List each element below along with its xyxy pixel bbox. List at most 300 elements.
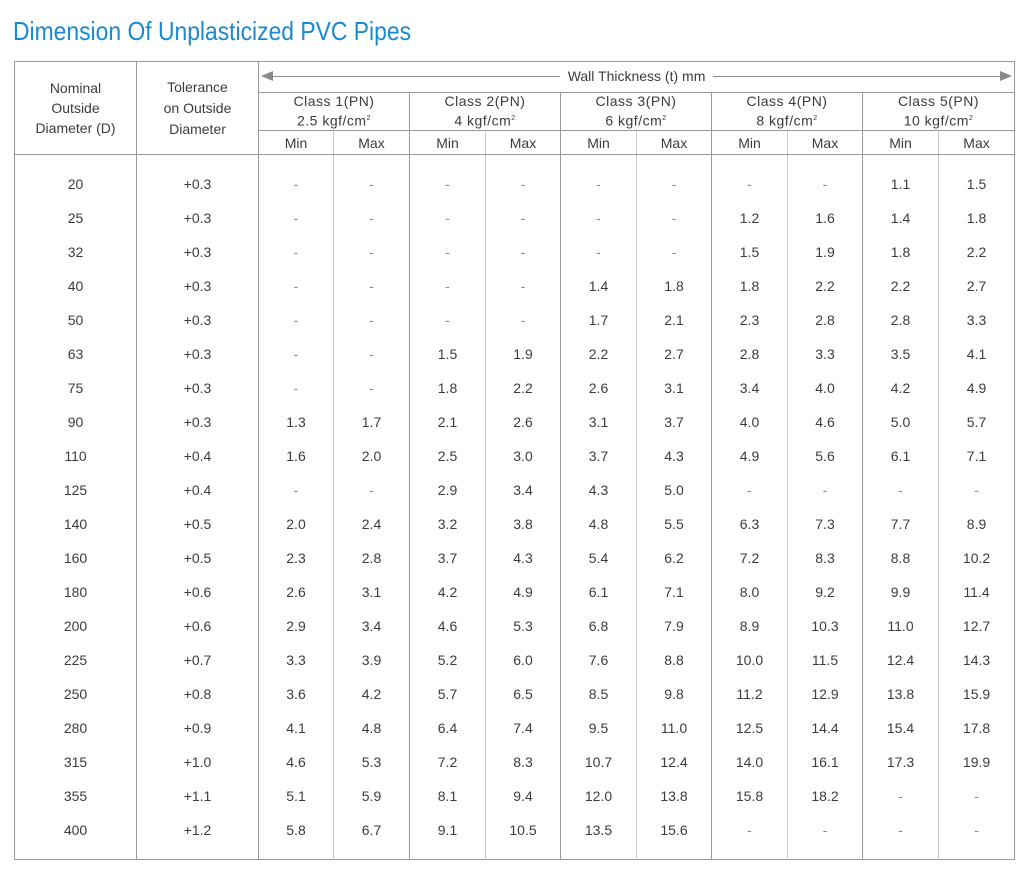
nominal-diameter-cell: 40 bbox=[15, 269, 137, 303]
max-cell: - bbox=[334, 473, 410, 507]
min-cell: 3.1 bbox=[561, 405, 637, 439]
table-row bbox=[15, 439, 1015, 473]
tolerance-cell: +0.5 bbox=[137, 507, 259, 541]
min-header: Min bbox=[259, 131, 334, 155]
table-row bbox=[15, 201, 1015, 235]
min-cell: 1.5 bbox=[712, 235, 788, 269]
min-cell: 5.0 bbox=[863, 405, 939, 439]
class-name: Class 2(PN) bbox=[444, 93, 526, 110]
min-cell: 14.0 bbox=[712, 745, 788, 779]
min-cell: 6.1 bbox=[863, 439, 939, 473]
max-cell: - bbox=[788, 813, 863, 847]
class-1-header bbox=[259, 93, 410, 131]
nominal-diameter-cell: 125 bbox=[15, 473, 137, 507]
pvc-dimension-table bbox=[14, 61, 1015, 860]
max-cell: 3.0 bbox=[486, 439, 561, 473]
table-row bbox=[15, 167, 1015, 201]
table-row bbox=[15, 677, 1015, 711]
min-cell: - bbox=[712, 167, 788, 201]
min-cell: 15.4 bbox=[863, 711, 939, 745]
max-cell: 18.2 bbox=[788, 779, 863, 813]
page-title: Dimension Of Unplasticized PVC Pipes bbox=[13, 16, 412, 46]
max-cell: - bbox=[486, 269, 561, 303]
min-cell: - bbox=[259, 201, 334, 235]
max-cell: 2.4 bbox=[334, 507, 410, 541]
class-4-header bbox=[712, 93, 863, 131]
min-cell: 4.3 bbox=[561, 473, 637, 507]
min-cell: - bbox=[712, 813, 788, 847]
max-cell: 5.7 bbox=[939, 405, 1015, 439]
min-cell: 12.4 bbox=[863, 643, 939, 677]
tolerance-cell: +0.5 bbox=[137, 541, 259, 575]
max-cell: 2.8 bbox=[788, 303, 863, 337]
max-cell: 8.8 bbox=[637, 643, 712, 677]
min-cell: 7.6 bbox=[561, 643, 637, 677]
min-header: Min bbox=[561, 131, 637, 155]
max-cell: 2.7 bbox=[637, 337, 712, 371]
max-cell: 2.8 bbox=[334, 541, 410, 575]
max-cell: 11.0 bbox=[637, 711, 712, 745]
min-cell: - bbox=[561, 201, 637, 235]
min-cell: 2.2 bbox=[863, 269, 939, 303]
min-cell: 3.5 bbox=[863, 337, 939, 371]
max-cell: 7.1 bbox=[939, 439, 1015, 473]
max-cell: 11.4 bbox=[939, 575, 1015, 609]
min-cell: - bbox=[259, 167, 334, 201]
max-header: Max bbox=[486, 131, 561, 155]
class-name: Class 5(PN) bbox=[898, 93, 980, 110]
min-cell: 1.3 bbox=[259, 405, 334, 439]
tolerance-cell: +1.2 bbox=[137, 813, 259, 847]
header-text: Diameter bbox=[169, 120, 226, 137]
max-cell: 1.9 bbox=[486, 337, 561, 371]
tolerance-cell: +0.4 bbox=[137, 473, 259, 507]
class-pressure: 6 kgf/cm bbox=[605, 112, 663, 129]
max-cell: 10.3 bbox=[788, 609, 863, 643]
max-cell: 4.9 bbox=[939, 371, 1015, 405]
min-header: Min bbox=[863, 131, 939, 155]
max-cell: 9.2 bbox=[788, 575, 863, 609]
max-cell: 19.9 bbox=[939, 745, 1015, 779]
max-cell: 6.0 bbox=[486, 643, 561, 677]
min-cell: - bbox=[259, 371, 334, 405]
max-cell: 2.2 bbox=[486, 371, 561, 405]
max-cell: 4.9 bbox=[486, 575, 561, 609]
header-tolerance bbox=[137, 62, 259, 155]
max-cell: - bbox=[939, 473, 1015, 507]
max-cell: - bbox=[486, 167, 561, 201]
min-cell: 6.4 bbox=[410, 711, 486, 745]
tolerance-cell: +0.3 bbox=[137, 269, 259, 303]
max-header: Max bbox=[788, 131, 863, 155]
superscript: 2 bbox=[511, 115, 516, 123]
min-cell: - bbox=[863, 473, 939, 507]
max-cell: - bbox=[939, 779, 1015, 813]
max-cell: 8.9 bbox=[939, 507, 1015, 541]
class-pressure: 10 kgf/cm bbox=[903, 112, 969, 129]
superscript: 2 bbox=[662, 115, 667, 123]
class-pressure: 4 kgf/cm bbox=[454, 112, 512, 129]
nominal-diameter-cell: 50 bbox=[15, 303, 137, 337]
nominal-diameter-cell: 315 bbox=[15, 745, 137, 779]
class-pressure: 2.5 kgf/cm bbox=[297, 112, 367, 129]
min-cell: 1.4 bbox=[863, 201, 939, 235]
max-cell: 2.6 bbox=[486, 405, 561, 439]
min-cell: 1.8 bbox=[410, 371, 486, 405]
min-cell: 12.0 bbox=[561, 779, 637, 813]
min-cell: - bbox=[259, 235, 334, 269]
min-cell: 2.3 bbox=[712, 303, 788, 337]
max-cell: 11.5 bbox=[788, 643, 863, 677]
min-cell: 2.6 bbox=[259, 575, 334, 609]
max-cell: 5.5 bbox=[637, 507, 712, 541]
max-header: Max bbox=[334, 131, 410, 155]
min-cell: 10.0 bbox=[712, 643, 788, 677]
max-cell: - bbox=[637, 167, 712, 201]
min-cell: 2.3 bbox=[259, 541, 334, 575]
max-cell: - bbox=[334, 201, 410, 235]
min-cell: 5.1 bbox=[259, 779, 334, 813]
table-body bbox=[15, 155, 1015, 860]
max-cell: 3.9 bbox=[334, 643, 410, 677]
tolerance-cell: +0.4 bbox=[137, 439, 259, 473]
min-cell: 2.8 bbox=[712, 337, 788, 371]
min-cell: 13.8 bbox=[863, 677, 939, 711]
table-row bbox=[15, 575, 1015, 609]
max-cell: 4.8 bbox=[334, 711, 410, 745]
min-cell: 9.1 bbox=[410, 813, 486, 847]
table-row bbox=[15, 371, 1015, 405]
max-cell: 5.3 bbox=[486, 609, 561, 643]
max-cell: 2.2 bbox=[939, 235, 1015, 269]
min-cell: 13.5 bbox=[561, 813, 637, 847]
max-cell: 1.8 bbox=[637, 269, 712, 303]
nominal-diameter-cell: 400 bbox=[15, 813, 137, 847]
min-cell: - bbox=[410, 235, 486, 269]
min-cell: - bbox=[259, 303, 334, 337]
max-cell: 2.2 bbox=[788, 269, 863, 303]
min-cell: 1.1 bbox=[863, 167, 939, 201]
max-cell: 5.6 bbox=[788, 439, 863, 473]
min-cell: 9.9 bbox=[863, 575, 939, 609]
table-row bbox=[15, 779, 1015, 813]
table-row bbox=[15, 303, 1015, 337]
max-cell: 1.6 bbox=[788, 201, 863, 235]
nominal-diameter-cell: 110 bbox=[15, 439, 137, 473]
min-cell: - bbox=[863, 779, 939, 813]
max-cell: 5.3 bbox=[334, 745, 410, 779]
max-cell: 14.3 bbox=[939, 643, 1015, 677]
min-cell: - bbox=[561, 167, 637, 201]
min-cell: 4.0 bbox=[712, 405, 788, 439]
max-cell: - bbox=[334, 167, 410, 201]
max-cell: 7.4 bbox=[486, 711, 561, 745]
class-name: Class 4(PN) bbox=[746, 93, 828, 110]
min-cell: 3.6 bbox=[259, 677, 334, 711]
min-header: Min bbox=[712, 131, 788, 155]
max-cell: 4.1 bbox=[939, 337, 1015, 371]
table-row bbox=[15, 711, 1015, 745]
max-cell: 13.8 bbox=[637, 779, 712, 813]
min-cell: - bbox=[259, 473, 334, 507]
tolerance-cell: +0.3 bbox=[137, 235, 259, 269]
tolerance-cell: +0.6 bbox=[137, 575, 259, 609]
min-cell: 1.7 bbox=[561, 303, 637, 337]
max-cell: 14.4 bbox=[788, 711, 863, 745]
min-cell: 10.7 bbox=[561, 745, 637, 779]
min-cell: 2.9 bbox=[410, 473, 486, 507]
min-cell: - bbox=[561, 235, 637, 269]
max-cell: 7.9 bbox=[637, 609, 712, 643]
min-cell: 15.8 bbox=[712, 779, 788, 813]
max-cell: - bbox=[486, 201, 561, 235]
max-cell: 6.7 bbox=[334, 813, 410, 847]
min-cell: - bbox=[863, 813, 939, 847]
nominal-diameter-cell: 20 bbox=[15, 167, 137, 201]
max-cell: 16.1 bbox=[788, 745, 863, 779]
max-cell: 1.5 bbox=[939, 167, 1015, 201]
table-row bbox=[15, 541, 1015, 575]
min-cell: 8.0 bbox=[712, 575, 788, 609]
table-row bbox=[15, 745, 1015, 779]
min-cell: - bbox=[410, 303, 486, 337]
tolerance-cell: +0.3 bbox=[137, 371, 259, 405]
min-cell: 2.1 bbox=[410, 405, 486, 439]
min-cell: 8.1 bbox=[410, 779, 486, 813]
max-header: Max bbox=[637, 131, 712, 155]
min-cell: 5.2 bbox=[410, 643, 486, 677]
nominal-diameter-cell: 225 bbox=[15, 643, 137, 677]
min-cell: 5.7 bbox=[410, 677, 486, 711]
max-cell: - bbox=[939, 813, 1015, 847]
min-cell: 7.7 bbox=[863, 507, 939, 541]
min-cell: 2.9 bbox=[259, 609, 334, 643]
max-cell: 3.1 bbox=[637, 371, 712, 405]
tolerance-cell: +0.3 bbox=[137, 167, 259, 201]
max-cell: 8.3 bbox=[486, 745, 561, 779]
min-header: Min bbox=[410, 131, 486, 155]
table-row bbox=[15, 337, 1015, 371]
max-cell: 4.6 bbox=[788, 405, 863, 439]
min-cell: 5.4 bbox=[561, 541, 637, 575]
tolerance-cell: +0.9 bbox=[137, 711, 259, 745]
nominal-diameter-cell: 355 bbox=[15, 779, 137, 813]
class-2-header bbox=[410, 93, 561, 131]
table-row bbox=[15, 507, 1015, 541]
max-cell: 3.4 bbox=[486, 473, 561, 507]
max-cell: 7.3 bbox=[788, 507, 863, 541]
max-cell: 3.8 bbox=[486, 507, 561, 541]
max-cell: 5.9 bbox=[334, 779, 410, 813]
tolerance-cell: +1.1 bbox=[137, 779, 259, 813]
min-cell: 4.8 bbox=[561, 507, 637, 541]
max-cell: - bbox=[486, 235, 561, 269]
nominal-diameter-cell: 25 bbox=[15, 201, 137, 235]
min-cell: 4.6 bbox=[259, 745, 334, 779]
max-cell: - bbox=[334, 337, 410, 371]
min-cell: - bbox=[712, 473, 788, 507]
min-cell: 6.8 bbox=[561, 609, 637, 643]
max-cell: 3.3 bbox=[788, 337, 863, 371]
header-wall-thickness bbox=[259, 62, 1015, 93]
max-cell: 8.3 bbox=[788, 541, 863, 575]
min-cell: 4.1 bbox=[259, 711, 334, 745]
max-cell: - bbox=[486, 303, 561, 337]
min-cell: 6.1 bbox=[561, 575, 637, 609]
header-text: Tolerance bbox=[167, 78, 228, 95]
min-cell: 3.4 bbox=[712, 371, 788, 405]
header-text: Outside bbox=[51, 100, 100, 116]
nominal-diameter-cell: 75 bbox=[15, 371, 137, 405]
min-cell: 8.9 bbox=[712, 609, 788, 643]
max-cell: 1.9 bbox=[788, 235, 863, 269]
max-cell: 2.0 bbox=[334, 439, 410, 473]
min-cell: 17.3 bbox=[863, 745, 939, 779]
max-cell: 6.5 bbox=[486, 677, 561, 711]
max-cell: 4.3 bbox=[637, 439, 712, 473]
min-cell: 11.2 bbox=[712, 677, 788, 711]
max-cell: - bbox=[334, 235, 410, 269]
tolerance-cell: +0.3 bbox=[137, 201, 259, 235]
max-cell: 3.1 bbox=[334, 575, 410, 609]
max-cell: - bbox=[334, 303, 410, 337]
min-cell: 3.2 bbox=[410, 507, 486, 541]
min-cell: 2.8 bbox=[863, 303, 939, 337]
superscript: 2 bbox=[813, 115, 818, 123]
nominal-diameter-cell: 90 bbox=[15, 405, 137, 439]
wall-thickness-label: Wall Thickness (t) mm bbox=[560, 68, 714, 84]
header-text: Diameter (D) bbox=[35, 120, 116, 136]
min-cell: 2.6 bbox=[561, 371, 637, 405]
class-3-header bbox=[561, 93, 712, 131]
min-cell: 7.2 bbox=[410, 745, 486, 779]
min-cell: 2.0 bbox=[259, 507, 334, 541]
nominal-diameter-cell: 250 bbox=[15, 677, 137, 711]
max-cell: 7.1 bbox=[637, 575, 712, 609]
max-cell: 2.1 bbox=[637, 303, 712, 337]
min-cell: 1.5 bbox=[410, 337, 486, 371]
class-5-header bbox=[863, 93, 1015, 131]
max-cell: - bbox=[334, 269, 410, 303]
min-cell: 3.7 bbox=[410, 541, 486, 575]
tolerance-cell: +0.8 bbox=[137, 677, 259, 711]
superscript: 2 bbox=[968, 115, 974, 123]
header-text: on Outside bbox=[163, 99, 232, 116]
max-cell: 4.2 bbox=[334, 677, 410, 711]
min-cell: 2.2 bbox=[561, 337, 637, 371]
max-cell: 9.8 bbox=[637, 677, 712, 711]
table-row bbox=[15, 405, 1015, 439]
max-cell: 12.7 bbox=[939, 609, 1015, 643]
table-row bbox=[15, 813, 1015, 847]
min-cell: - bbox=[410, 269, 486, 303]
max-cell: - bbox=[334, 371, 410, 405]
max-cell: 3.3 bbox=[939, 303, 1015, 337]
max-cell: 5.0 bbox=[637, 473, 712, 507]
nominal-diameter-cell: 63 bbox=[15, 337, 137, 371]
superscript: 2 bbox=[366, 115, 371, 123]
class-name: Class 1(PN) bbox=[293, 93, 375, 110]
tolerance-cell: +0.3 bbox=[137, 405, 259, 439]
min-cell: 1.8 bbox=[863, 235, 939, 269]
max-cell: 6.2 bbox=[637, 541, 712, 575]
min-cell: 7.2 bbox=[712, 541, 788, 575]
max-cell: 3.4 bbox=[334, 609, 410, 643]
min-cell: 1.8 bbox=[712, 269, 788, 303]
max-cell: 4.0 bbox=[788, 371, 863, 405]
max-cell: 4.3 bbox=[486, 541, 561, 575]
min-cell: 1.6 bbox=[259, 439, 334, 473]
tolerance-cell: +0.3 bbox=[137, 303, 259, 337]
max-cell: 10.5 bbox=[486, 813, 561, 847]
max-cell: 10.2 bbox=[939, 541, 1015, 575]
min-cell: - bbox=[410, 167, 486, 201]
max-cell: - bbox=[637, 235, 712, 269]
min-cell: 12.5 bbox=[712, 711, 788, 745]
min-cell: 8.5 bbox=[561, 677, 637, 711]
nominal-diameter-cell: 140 bbox=[15, 507, 137, 541]
tolerance-cell: +1.0 bbox=[137, 745, 259, 779]
max-cell: 17.8 bbox=[939, 711, 1015, 745]
table-row bbox=[15, 235, 1015, 269]
min-cell: 8.8 bbox=[863, 541, 939, 575]
header-nominal-diameter bbox=[15, 62, 137, 155]
min-cell: - bbox=[410, 201, 486, 235]
table-row bbox=[15, 473, 1015, 507]
min-cell: 6.3 bbox=[712, 507, 788, 541]
table-row bbox=[15, 269, 1015, 303]
max-cell: 1.7 bbox=[334, 405, 410, 439]
tolerance-cell: +0.3 bbox=[137, 337, 259, 371]
nominal-diameter-cell: 200 bbox=[15, 609, 137, 643]
min-cell: 4.9 bbox=[712, 439, 788, 473]
max-cell: - bbox=[788, 473, 863, 507]
max-cell: 3.7 bbox=[637, 405, 712, 439]
nominal-diameter-cell: 180 bbox=[15, 575, 137, 609]
min-cell: 4.6 bbox=[410, 609, 486, 643]
tolerance-cell: +0.6 bbox=[137, 609, 259, 643]
max-cell: 15.9 bbox=[939, 677, 1015, 711]
table-row bbox=[15, 643, 1015, 677]
min-cell: 1.2 bbox=[712, 201, 788, 235]
max-cell: 15.6 bbox=[637, 813, 712, 847]
max-cell: 9.4 bbox=[486, 779, 561, 813]
min-cell: 1.4 bbox=[561, 269, 637, 303]
table-row bbox=[15, 609, 1015, 643]
class-pressure: 8 kgf/cm bbox=[756, 112, 814, 129]
min-cell: 3.7 bbox=[561, 439, 637, 473]
nominal-diameter-cell: 32 bbox=[15, 235, 137, 269]
min-cell: 5.8 bbox=[259, 813, 334, 847]
nominal-diameter-cell: 280 bbox=[15, 711, 137, 745]
header-text: Nominal bbox=[49, 80, 102, 96]
tolerance-cell: +0.7 bbox=[137, 643, 259, 677]
max-cell: 2.7 bbox=[939, 269, 1015, 303]
max-cell: - bbox=[788, 167, 863, 201]
min-cell: 11.0 bbox=[863, 609, 939, 643]
min-cell: 2.5 bbox=[410, 439, 486, 473]
min-cell: 4.2 bbox=[863, 371, 939, 405]
min-cell: 3.3 bbox=[259, 643, 334, 677]
class-name: Class 3(PN) bbox=[595, 93, 677, 110]
min-cell: 9.5 bbox=[561, 711, 637, 745]
max-cell: 12.9 bbox=[788, 677, 863, 711]
min-cell: - bbox=[259, 337, 334, 371]
nominal-diameter-cell: 160 bbox=[15, 541, 137, 575]
max-cell: 12.4 bbox=[637, 745, 712, 779]
min-cell: 4.2 bbox=[410, 575, 486, 609]
max-cell: - bbox=[637, 201, 712, 235]
